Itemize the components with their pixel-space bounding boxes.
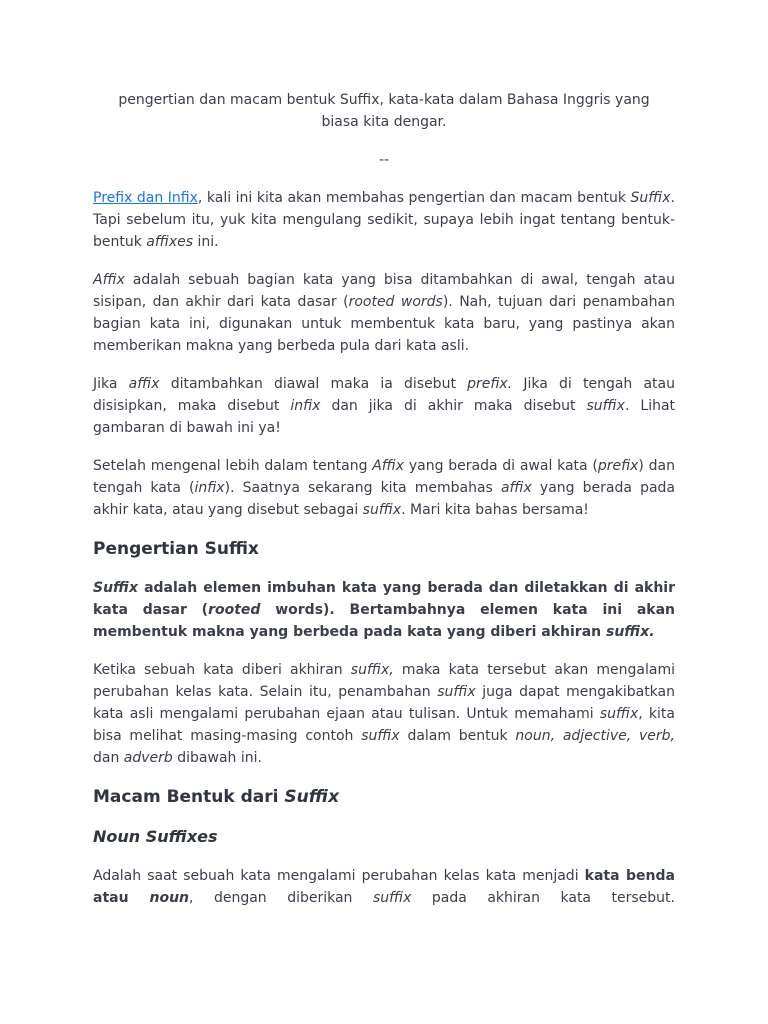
text: maka kata tersebut akan mengalami perubahan kelas kata. Selain itu, penambahan [93, 662, 675, 700]
italic-term: suffix [362, 502, 402, 518]
italic-term: suffix [361, 728, 400, 744]
text: juga dapat mengakibatkan kata asli mengalami perubahan ejaan atau tulisan. Untuk memahami [93, 684, 675, 722]
text: words). Bertambahnya elemen kata ini akan membentuk makna yang berbeda pada kata yang diberi akhiran [93, 602, 675, 640]
italic-term: Affix [93, 272, 125, 288]
text: pada akhiran kata tersebut. [411, 890, 675, 906]
italic-term: suffix, [350, 662, 394, 678]
text: ditambahkan diawal maka ia disebut [159, 376, 468, 392]
text: . Tapi sebelum itu, yuk kita mengulang sedikit, supaya lebih ingat tentang bentuk-bentuk [93, 190, 675, 250]
text: . Mari kita bahas bersama! [401, 502, 589, 518]
italic-term: prefix [597, 458, 639, 474]
italic-term: affix [128, 376, 160, 392]
text: Adalah saat sebuah kata mengalami perubahan kelas kata menjadi [93, 868, 585, 884]
paragraph-intro [93, 187, 675, 253]
text: Setelah mengenal lebih dalam tentang [93, 458, 373, 474]
heading-noun-suffixes: Noun Suffixes [93, 827, 218, 846]
italic-term: rooted [208, 602, 261, 618]
text: yang berada di awal kata ( [404, 458, 598, 474]
italic-term: suffix. [606, 624, 655, 640]
paragraph-affix-types [93, 373, 675, 439]
italic-term: rooted words [348, 294, 443, 310]
text: Ketika sebuah kata diberi akhiran [93, 662, 351, 678]
text: Macam Bentuk dari [93, 787, 285, 807]
italic-term: affix [500, 480, 532, 496]
text: Jika [93, 376, 129, 392]
text: yang berada pada akhir kata, atau yang disebut sebagai [93, 480, 675, 518]
text: Jika di tengah atau disisipkan, maka disebut [93, 376, 675, 414]
text: adalah sebuah bagian kata yang bisa ditambahkan di awal, tengah atau sisipan, dan akhir dari kata dasar ( [93, 272, 675, 310]
paragraph-noun-suffixes [93, 865, 675, 909]
bold-term: kata benda atau noun [93, 868, 675, 906]
italic-term: Affix [372, 458, 405, 474]
italic-term: Suffix [93, 580, 139, 596]
separator-dash: -- [378, 152, 390, 168]
paragraph-suffix-definition [93, 577, 675, 643]
italic-term: suffix [437, 684, 476, 700]
italic-term: suffix [599, 706, 639, 722]
text: dibawah ini. [172, 750, 262, 766]
text: dan [93, 750, 124, 766]
text: ini. [193, 234, 219, 250]
text: , kita bisa melihat masing-masing contoh [93, 706, 675, 744]
text: ) dan tengah kata ( [93, 458, 675, 496]
italic-term: prefix. [467, 376, 513, 392]
text: ). Saatnya sekarang kita membahas [224, 480, 501, 496]
italic-term: suffix [372, 890, 412, 906]
text: dan jika di akhir maka disebut [320, 398, 587, 414]
text: , dengan diberikan [189, 890, 373, 906]
italic-term: Suffix [630, 190, 671, 206]
heading-macam-bentuk [93, 785, 675, 809]
heading-pengertian-suffix: Pengertian Suffix [93, 539, 259, 559]
italic-term: noun, adjective, verb, [515, 728, 676, 744]
prefix-infix-link[interactable]: Prefix dan Infix [93, 190, 198, 206]
italic-term: suffix [586, 398, 625, 414]
text: . Lihat gambaran di bawah ini ya! [93, 398, 676, 436]
paragraph-transition [93, 455, 675, 521]
text: , kali ini kita akan membahas pengertian dan macam bentuk [197, 190, 631, 206]
paragraph-affix-definition [93, 269, 675, 357]
text: adalah elemen imbuhan kata yang berada dan diletakkan di akhir kata dasar ( [93, 580, 675, 618]
italic-term: Suffix [284, 787, 340, 807]
italic-term: affixes [146, 234, 194, 250]
italic-term: infix [194, 480, 225, 496]
italic-term: infix [290, 398, 321, 414]
text: dalam bentuk [399, 728, 516, 744]
intro-line: pengertian dan macam bentuk Suffix, kata-kata dalam Bahasa Inggris yang biasa kita dengar. [118, 92, 650, 130]
text: ). Nah, tujuan dari penambahan bagian kata ini, digunakan untuk membentuk kata baru, yang pastinya akan memberikan makna yang berbeda pula dari kata asli. [93, 294, 675, 354]
paragraph-suffix-effects [93, 659, 675, 769]
italic-term: adverb [123, 750, 173, 766]
